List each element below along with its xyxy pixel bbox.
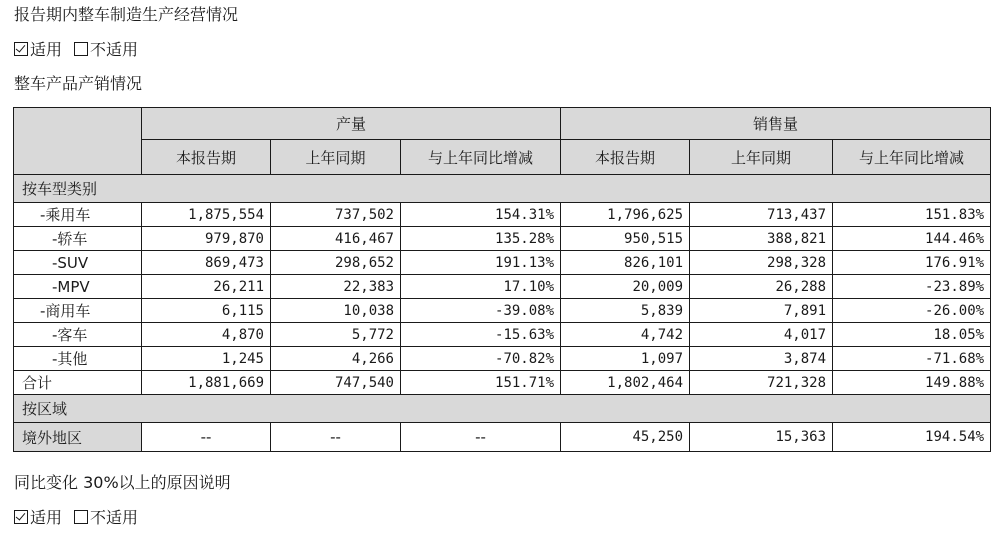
table-cell: 20,009 [561, 275, 690, 299]
corner-cell [14, 108, 142, 175]
table-cell: 826,101 [561, 251, 690, 275]
table-row [14, 275, 991, 299]
table-cell: -- [271, 423, 401, 452]
unchecked-checkbox-icon[interactable] [74, 42, 88, 56]
section-row-region [14, 395, 991, 423]
table-cell: 26,211 [142, 275, 271, 299]
table-cell: 416,467 [271, 227, 401, 251]
not-applicable-label: 不适用 [90, 508, 139, 527]
table-row [14, 227, 991, 251]
table-cell: -26.00% [833, 299, 991, 323]
section-label-region: 按区域 [14, 395, 991, 423]
col-header-sales-change: 与上年同比增减 [833, 140, 991, 175]
row-label: -其他 [14, 347, 142, 371]
table-cell: -70.82% [401, 347, 561, 371]
table-cell: -15.63% [401, 323, 561, 347]
applicability-options-bottom [14, 507, 138, 529]
table-cell: 298,328 [690, 251, 833, 275]
section-heading: 报告期内整车制造生产经营情况 [14, 5, 239, 24]
change-reason-note: 同比变化 30%以上的原因说明 [14, 473, 231, 492]
table-cell: 4,742 [561, 323, 690, 347]
row-label: -MPV [14, 275, 142, 299]
table-cell: 26,288 [690, 275, 833, 299]
table-row [14, 251, 991, 275]
table-cell: 1,881,669 [142, 371, 271, 395]
table-cell: 737,502 [271, 203, 401, 227]
table-cell: 149.88% [833, 371, 991, 395]
not-applicable-option[interactable] [74, 507, 138, 529]
table-cell: 191.13% [401, 251, 561, 275]
col-header-sales-current: 本报告期 [561, 140, 690, 175]
table-cell: -23.89% [833, 275, 991, 299]
table-cell: 869,473 [142, 251, 271, 275]
applicability-options-top [14, 39, 138, 61]
table-cell: 151.71% [401, 371, 561, 395]
table-cell: 3,874 [690, 347, 833, 371]
row-label: -乘用车 [14, 203, 142, 227]
table-subheading: 整车产品产销情况 [14, 74, 143, 93]
table-cell: 176.91% [833, 251, 991, 275]
table-cell: 194.54% [833, 423, 991, 452]
table-cell: 144.46% [833, 227, 991, 251]
table-cell: 4,017 [690, 323, 833, 347]
applicable-option[interactable] [14, 507, 62, 529]
row-label: 境外地区 [14, 423, 142, 452]
table-cell: 1,802,464 [561, 371, 690, 395]
table-cell: 22,383 [271, 275, 401, 299]
table-cell: 747,540 [271, 371, 401, 395]
table-cell: 154.31% [401, 203, 561, 227]
col-header-production-prior: 上年同期 [271, 140, 401, 175]
table-cell: -- [401, 423, 561, 452]
row-label: -SUV [14, 251, 142, 275]
section-row-vehicle-type [14, 175, 991, 203]
table-cell: 5,839 [561, 299, 690, 323]
table-cell: 45,250 [561, 423, 690, 452]
table-cell: -- [142, 423, 271, 452]
production-group-header: 产量 [142, 108, 561, 140]
checked-checkbox-icon[interactable] [14, 42, 28, 56]
section-label-vehicle-type: 按车型类别 [14, 175, 991, 203]
table-cell: 1,875,554 [142, 203, 271, 227]
table-cell: 721,328 [690, 371, 833, 395]
table-cell: 298,652 [271, 251, 401, 275]
checked-checkbox-icon[interactable] [14, 510, 28, 524]
unchecked-checkbox-icon[interactable] [74, 510, 88, 524]
table-cell: 979,870 [142, 227, 271, 251]
table-cell: 151.83% [833, 203, 991, 227]
table-row-total [14, 371, 991, 395]
row-label: 合计 [14, 371, 142, 395]
table-cell: -71.68% [833, 347, 991, 371]
table-row [14, 347, 991, 371]
table-cell: 5,772 [271, 323, 401, 347]
sales-group-header: 销售量 [561, 108, 991, 140]
table-cell: 388,821 [690, 227, 833, 251]
applicable-label: 适用 [30, 508, 63, 527]
applicable-label: 适用 [30, 40, 63, 59]
not-applicable-label: 不适用 [90, 40, 139, 59]
row-label: -商用车 [14, 299, 142, 323]
table-cell: 135.28% [401, 227, 561, 251]
table-cell: 1,097 [561, 347, 690, 371]
table-cell: -39.08% [401, 299, 561, 323]
table-row [14, 323, 991, 347]
table-cell: 6,115 [142, 299, 271, 323]
table-cell: 4,266 [271, 347, 401, 371]
table-cell: 1,245 [142, 347, 271, 371]
table-cell: 7,891 [690, 299, 833, 323]
not-applicable-option[interactable] [74, 39, 138, 61]
col-header-production-change: 与上年同比增减 [401, 140, 561, 175]
table-cell: 1,796,625 [561, 203, 690, 227]
col-header-sales-prior: 上年同期 [690, 140, 833, 175]
table-cell: 10,038 [271, 299, 401, 323]
group-header-row [14, 108, 991, 140]
table-cell: 4,870 [142, 323, 271, 347]
table-cell: 713,437 [690, 203, 833, 227]
table-cell: 17.10% [401, 275, 561, 299]
table-row [14, 203, 991, 227]
column-header-row [14, 140, 991, 175]
col-header-production-current: 本报告期 [142, 140, 271, 175]
row-label: -客车 [14, 323, 142, 347]
table-cell: 950,515 [561, 227, 690, 251]
row-label: -轿车 [14, 227, 142, 251]
vehicle-production-sales-table [13, 107, 991, 452]
table-row [14, 299, 991, 323]
table-cell: 15,363 [690, 423, 833, 452]
table-row [14, 423, 991, 452]
table-cell: 18.05% [833, 323, 991, 347]
applicable-option[interactable] [14, 39, 62, 61]
